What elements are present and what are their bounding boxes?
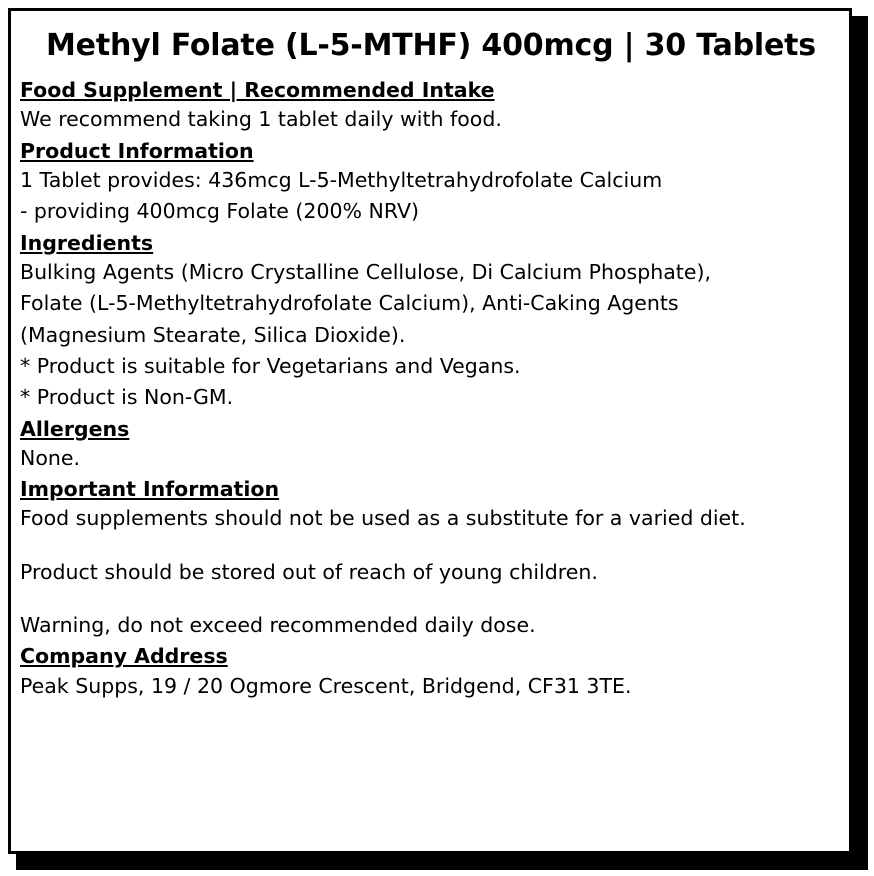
section-heading: Company Address (20, 644, 228, 669)
section-company-address (20, 643, 842, 702)
section-line: * Product is Non-GM. (20, 385, 234, 410)
label-content (8, 8, 852, 854)
blank-line (20, 588, 842, 610)
section-food-supplement (20, 77, 842, 136)
section-line: (Magnesium Stearate, Silica Dioxide). (20, 322, 406, 347)
section-heading: Allergens (20, 416, 130, 441)
section-line: 1 Tablet provides: 436mcg L-5-Methyltetrahydrofolate Calcium (20, 167, 663, 192)
section-important-information (20, 476, 842, 641)
section-ingredients (20, 230, 842, 414)
section-allergens (20, 416, 842, 475)
section-line: * Product is suitable for Vegetarians and Vegans. (20, 353, 521, 378)
page-title: Methyl Folate (L-5-MTHF) 400mcg | 30 Tablets (46, 28, 816, 63)
section-line: We recommend taking 1 tablet daily with food. (20, 107, 502, 132)
section-heading: Ingredients (20, 230, 154, 255)
section-line: Peak Supps, 19 / 20 Ogmore Crescent, Bridgend, CF31 3TE. (20, 673, 632, 698)
section-line: Warning, do not exceed recommended daily dose. (20, 613, 536, 638)
blank-line (20, 535, 842, 557)
section-line: Food supplements should not be used as a substitute for a varied diet. (20, 506, 746, 531)
section-line: None. (20, 445, 80, 470)
section-line: Folate (L-5-Methyltetrahydrofolate Calcium), Anti-Caking Agents (20, 291, 679, 316)
section-heading: Product Information (20, 138, 254, 163)
section-heading: Food Supplement | Recommended Intake (20, 78, 495, 102)
section-line: Product should be stored out of reach of young children. (20, 559, 598, 584)
section-line: - providing 400mcg Folate (200% NRV) (20, 199, 420, 224)
section-product-information (20, 138, 842, 228)
section-heading: Important Information (20, 477, 280, 502)
section-line: Bulking Agents (Micro Crystalline Cellulose, Di Calcium Phosphate), (20, 259, 711, 284)
